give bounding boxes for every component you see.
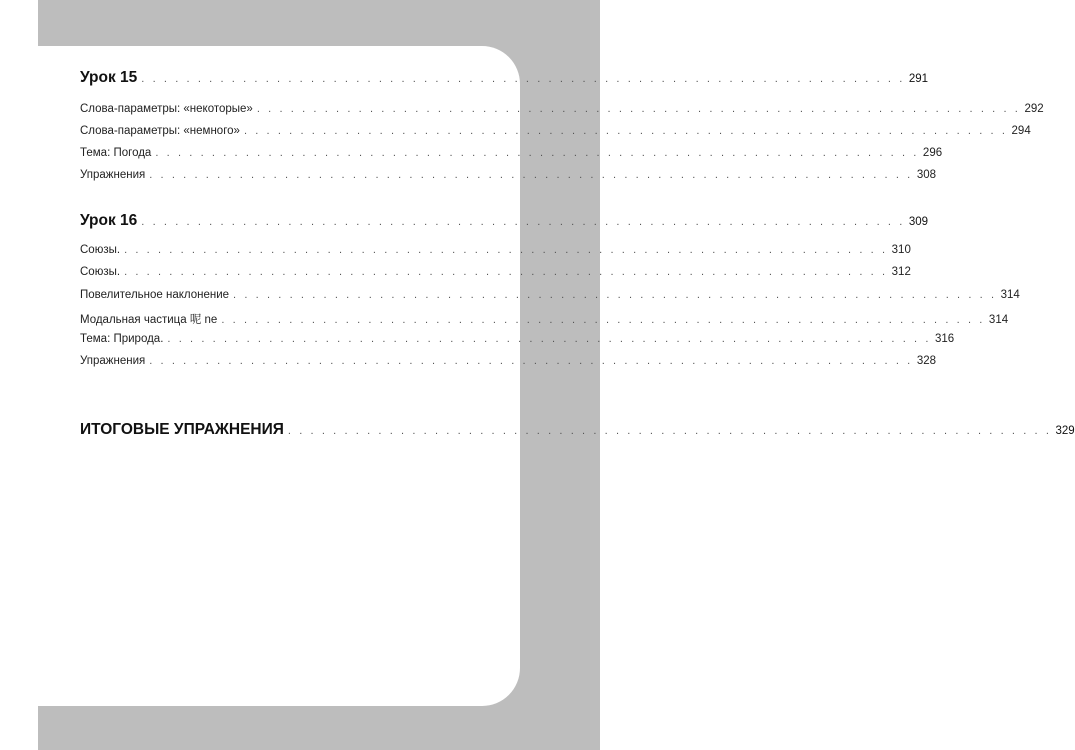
toc-entry-title: Модальная частица 呢 ne (80, 314, 218, 326)
toc-page-number: 316 (935, 333, 955, 345)
toc-page-number: 292 (1024, 103, 1044, 115)
toc-heading-lesson-16[interactable] (80, 212, 929, 230)
toc-page-number: 329 (1055, 425, 1075, 437)
toc-page-number: 296 (922, 147, 943, 159)
toc-entry[interactable] (80, 311, 1009, 327)
toc-heading-title: ИТОГОВЫЕ УПРАЖНЕНИЯ (80, 421, 284, 438)
book-page (38, 46, 520, 706)
toc-entry-title: Союзы. (80, 244, 121, 256)
toc-entry-title: Слова-параметры: «некоторые» (80, 103, 253, 115)
toc-entry[interactable] (80, 147, 943, 159)
toc-entry-title: Тема: Погода (80, 147, 152, 159)
toc-page-number: 308 (916, 169, 937, 181)
toc-entry[interactable] (80, 125, 1031, 137)
dot-leader: . . . . . . . . . . . . . . . . . . . . . . . . . . . . . . . . . . . . . . . . . . . . . . . . . . . . . . . . . . . . . . . . . . . . (287, 425, 1052, 437)
toc-entry-title: Тема: Природа. (80, 333, 164, 345)
dot-leader: . . . . . . . . . . . . . . . . . . . . . . . . . . . . . . . . . . . . . . . . . . . . . . . . . . . . . . . . . . . . . . . . . . . . (155, 147, 919, 159)
dot-leader: . . . . . . . . . . . . . . . . . . . . . . . . . . . . . . . . . . . . . . . . . . . . . . . . . . . . . . . . . . . . . . . . . . . . (141, 216, 905, 228)
toc-entry-title: Упражнения (80, 355, 146, 367)
toc-entry[interactable] (80, 355, 937, 367)
dot-leader: . . . . . . . . . . . . . . . . . . . . . . . . . . . . . . . . . . . . . . . . . . . . . . . . . . . . . . . . . . . . . . . . . . . . (167, 333, 931, 345)
toc-page-number: 309 (908, 216, 929, 228)
dot-leader: . . . . . . . . . . . . . . . . . . . . . . . . . . . . . . . . . . . . . . . . . . . . . . . . . . . . . . . . . . . . . . . . . . . . (256, 103, 1021, 115)
toc-entry-title: Слова-параметры: «немного» (80, 125, 240, 137)
toc-heading-final-exercises[interactable] (80, 421, 1075, 439)
toc-page-number: 291 (908, 73, 929, 85)
toc-page-number: 314 (988, 314, 1009, 326)
dot-leader: . . . . . . . . . . . . . . . . . . . . . . . . . . . . . . . . . . . . . . . . . . . . . . . . . . . . . . . . . . . . . . . . . . . . (149, 355, 913, 367)
toc-entry-title: Союзы. (80, 266, 121, 278)
toc-page-number: 312 (891, 266, 911, 278)
toc-entry[interactable] (80, 103, 1044, 115)
toc-entry[interactable] (80, 169, 937, 181)
dot-leader: . . . . . . . . . . . . . . . . . . . . . . . . . . . . . . . . . . . . . . . . . . . . . . . . . . . . . . . . . . . . . . . . . . . . (124, 244, 888, 256)
toc-entry[interactable] (80, 266, 911, 278)
toc-entry[interactable] (80, 333, 955, 345)
toc-entry[interactable] (80, 244, 911, 256)
toc-page-number: 314 (1000, 289, 1020, 301)
toc-heading-lesson-15[interactable] (80, 69, 929, 87)
dot-leader: . . . . . . . . . . . . . . . . . . . . . . . . . . . . . . . . . . . . . . . . . . . . . . . . . . . . . . . . . . . . . . . . . . . . (149, 169, 913, 181)
dot-leader: . . . . . . . . . . . . . . . . . . . . . . . . . . . . . . . . . . . . . . . . . . . . . . . . . . . . . . . . . . . . . . . . . . . . (124, 266, 888, 278)
toc-heading-title: Урок 16 (80, 212, 138, 229)
dot-leader: . . . . . . . . . . . . . . . . . . . . . . . . . . . . . . . . . . . . . . . . . . . . . . . . . . . . . . . . . . . . . . . . . . . . (221, 314, 985, 326)
toc-entry-title: Упражнения (80, 169, 146, 181)
toc-entry[interactable] (80, 289, 1020, 301)
dot-leader: . . . . . . . . . . . . . . . . . . . . . . . . . . . . . . . . . . . . . . . . . . . . . . . . . . . . . . . . . . . . . . . . . . . . (233, 289, 997, 301)
toc-page-number: 328 (916, 355, 937, 367)
toc-page-number: 294 (1011, 125, 1031, 137)
dot-leader: . . . . . . . . . . . . . . . . . . . . . . . . . . . . . . . . . . . . . . . . . . . . . . . . . . . . . . . . . . . . . . . . . . . . (243, 125, 1008, 137)
toc-entry-title: Повелительное наклонение (80, 289, 230, 301)
toc-heading-title: Урок 15 (80, 69, 138, 86)
dot-leader: . . . . . . . . . . . . . . . . . . . . . . . . . . . . . . . . . . . . . . . . . . . . . . . . . . . . . . . . . . . . . . . . . . . . (141, 73, 905, 85)
toc-page-number: 310 (891, 244, 911, 256)
